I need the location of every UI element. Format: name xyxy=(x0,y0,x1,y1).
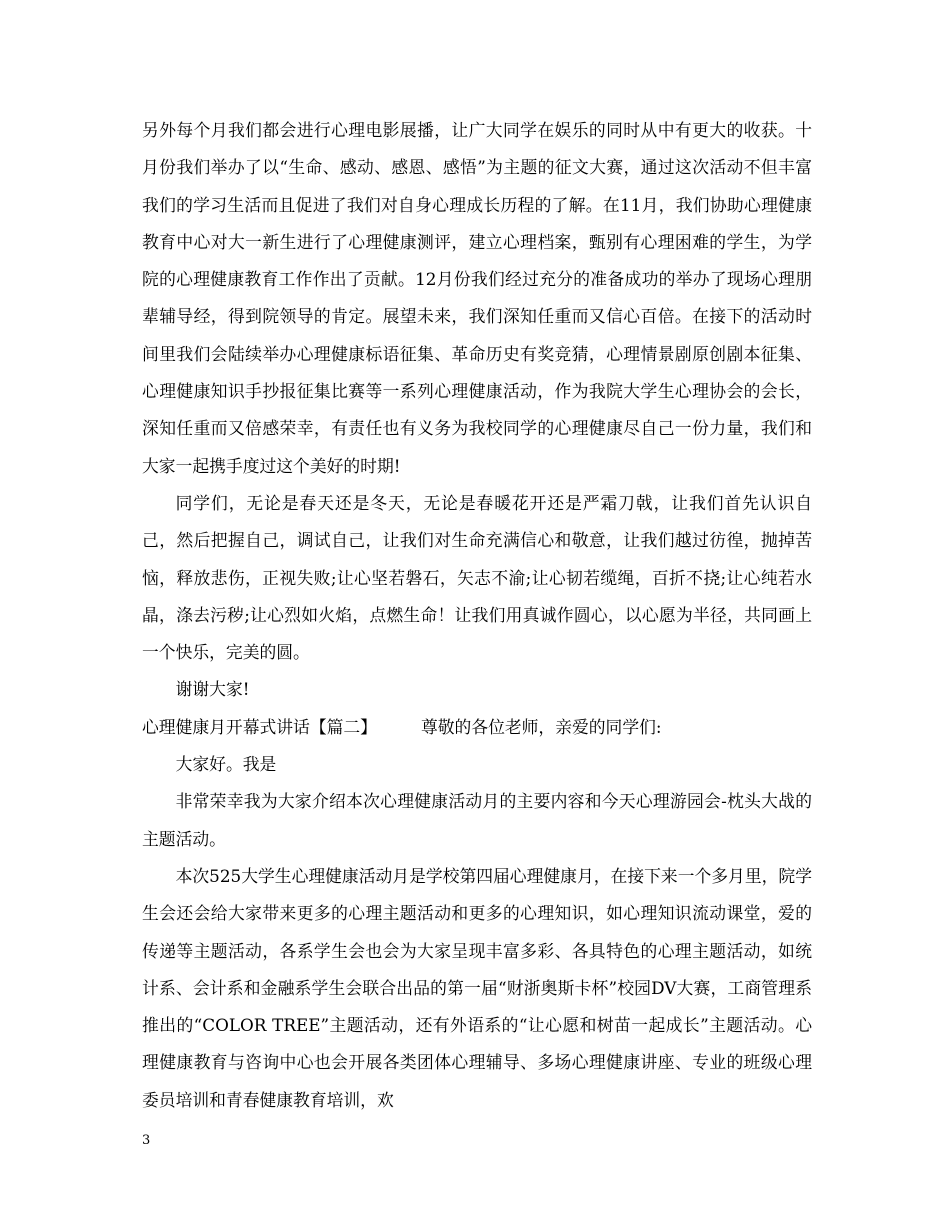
paragraph-3: 谢谢大家! xyxy=(175,679,250,700)
section-heading-title: 心理健康月开幕式讲话【篇二】 xyxy=(142,716,377,737)
paragraph-1: 另外每个月我们都会进行心理电影展播，让广大同学在娱乐的同时从中有更大的收获。十月份我们举办了以“生命、感动、感恩、感悟”为主题的征文大赛，通过这次活动不但丰富我们的学习生活而且促进了我们对自身心理成长历程的了解。在11月，我们协助心理健康教育中心对大一新生进行了心理健康测评，建立心理档案，甄别有心理困难的学生，为学院的心理健康教育工作作出了贡献。12月份我们经过充分的准备成功的举办了现场心理朋辈辅导经，得到院领导的肯定。展望未来，我们深知任重而又信心百倍。在接下的活动时间里我们会陆续举办心理健康标语征集、革命历史有奖竞猜，心理情景剧原创剧本征集、心理健康知识手抄报征集比赛等一系列心理健康活动，作为我院大学生心理协会的会长，深知任重而又倍感荣幸，有责任也有义务为我校同学的心理健康尽自己一份力量，我们和大家一起携手度过这个美好的时期! xyxy=(142,120,812,476)
paragraph-2: 同学们，无论是春天还是冬天，无论是春暖花开还是严霜刀戟，让我们首先认识自己，然后把握自己，调试自己，让我们对生命充满信心和敬意，让我们越过彷徨，抛掉苦恼，释放悲伤，正视失败;让心坚若磐石，矢志不渝;让心韧若缆绳，百折不挠;让心纯若水晶，涤去污秽;让心烈如火焰，点燃生命！让我们用真诚作圆心，以心愿为半径，共同画上一个快乐，完美的圆。 xyxy=(142,492,812,663)
document-body xyxy=(142,112,812,1119)
paragraph-5: 非常荣幸我为大家介绍本次心理健康活动月的主要内容和今天心理游园会-枕头大战的主题活动。 xyxy=(142,791,812,849)
page-number: 3 xyxy=(142,1133,151,1148)
paragraph-6: 本次525大学生心理健康活动月是学校第四届心理健康月，在接下来一个多月里，院学生会还会给大家带来更多的心理主题活动和更多的心理知识，如心理知识流动课堂，爱的传递等主题活动，各系学生会也会为大家呈现丰富多彩、各具特色的心理主题活动，如统计系、会计系和金融系学生会联合出品的第一届“财浙奥斯卡杯”校园DV大赛，工商管理系推出的“COLOR TREE”主题活动，还有外语系的“让心愿和树苗一起成长”主题活动。心理健康教育与咨询中心也会开展各类团体心理辅导、多场心理健康讲座、专业的班级心理委员培训和青春健康教育培训，欢 xyxy=(142,865,812,1110)
paragraph-4: 大家好。我是 xyxy=(175,754,277,775)
salutation: 尊敬的各位老师，亲爱的同学们: xyxy=(420,716,662,737)
section-heading-line xyxy=(142,709,812,746)
